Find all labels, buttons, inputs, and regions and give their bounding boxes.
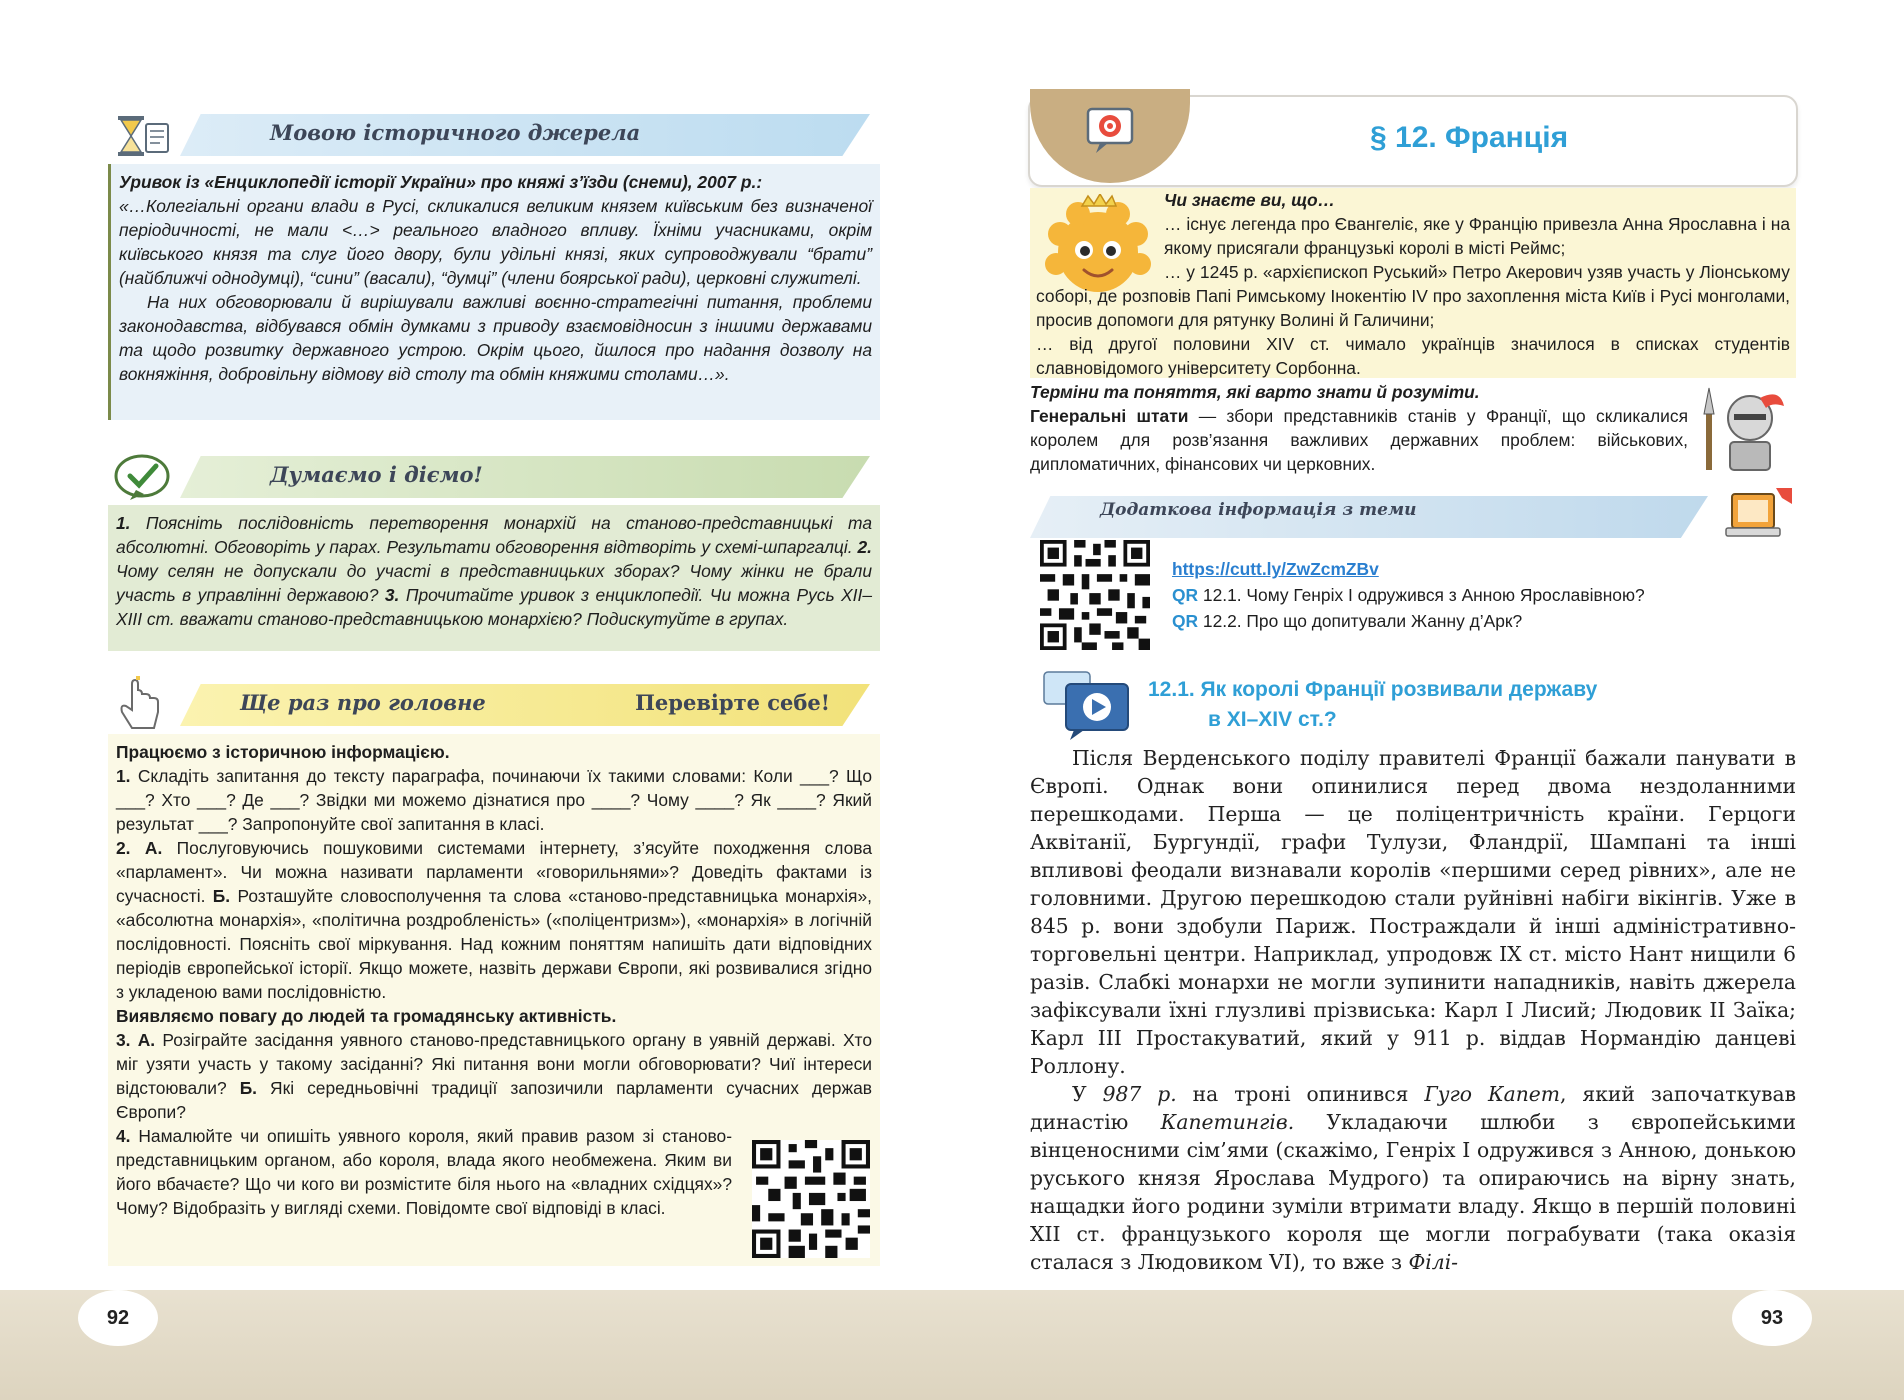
source-lead: Уривок із «Енциклопедії історії України» про княжі з’їзди (снеми), 2007 р.: xyxy=(119,172,763,192)
body-paragraph-1: Після Верденського поділу правителі Франції бажали панувати в Європі. Однак вони опинилися перед двома нездоланними перешкодами. Перша — це поліцентричність країни. Герцоги Аквітанії, Бургундії, графи Тулузи, Фландрії, Шампані та інші впливові феодали визнавали королів «першими серед рівних», але не головними. Другою перешкодою стали руйнівні набіги вікінгів. Уже в 845 р. вони здобули Париж. Постраждали й інші адміністративно-торговельні центри. Наприклад, упродовж IX ст. місто Нант нищили 6 разів. Слабкі монархи не могли зупинити нападників, навіть джерела зафіксували їхні глузливі прізвиська: Карл I Лисий; Людовик II Заїка; Карл III Простакуватий, який у 911 р. віддав Нормандію данцеві Роллону. xyxy=(1030,746,1796,1078)
subsection-heading-line-2: в XI–XIV ст.? xyxy=(1208,708,1337,731)
qr-question-text: 12.2. Про що допитували Жанну д’Арк? xyxy=(1198,611,1523,631)
task-number: 4. xyxy=(116,1126,131,1146)
checkmark-bubble-icon xyxy=(110,448,180,508)
review-section-header xyxy=(110,676,870,726)
qr-question-text: 12.1. Чому Генріх I одружився з Анною Ярославівною? xyxy=(1198,585,1645,605)
emphasis: 987 р. xyxy=(1102,1082,1177,1106)
task-text: Намалюйте чи опишіть уявного короля, який правив разом зі станово-представницьким органом, або короля, влада якого необмежена. Яким ви його вбачаєте? Що чи кого ви розмістите біля нього на «владних східцях»? Чому? Відобразіть у вигляді схеми. Повідомте свої відповіді в класі. xyxy=(116,1126,732,1218)
term-text: — збори представників станів у Франції, що скликалися королем для розв’язання важливих державних проблем: військових, дипломатичних, фінансових чи церковних. xyxy=(1030,406,1689,474)
source-excerpt-box xyxy=(108,164,880,420)
chapter-title: § 12. Франція xyxy=(1370,121,1569,154)
task-number: 1. xyxy=(116,513,131,533)
review-task-1 xyxy=(116,764,872,836)
think-section-header xyxy=(110,448,870,498)
review-task-3 xyxy=(116,1028,872,1124)
review-task-4 xyxy=(116,1124,732,1220)
laptop-info-icon xyxy=(1718,484,1798,550)
task-number: Б. xyxy=(239,1078,258,1098)
emphasis: Гуго Капет xyxy=(1424,1082,1561,1106)
chapter-title-card xyxy=(1028,95,1798,187)
task-number: 2. А. xyxy=(116,838,163,858)
task-number: Б. xyxy=(212,886,231,906)
think-tasks-box xyxy=(108,505,880,651)
text-run: Укладаючи шлюби з європейськими вінценосними сім’ями (скажімо, Генріх I одружився з Анною, донькою руського князя Ярослава Мудрого) та опираючись на вірну знать, нащадки його родини зуміли втримати владу. Якщо в першій половині XII ст. французького короля ще могли пограбувати (така оказія сталася з Людовиком VI), то вже з xyxy=(1030,1110,1796,1274)
did-you-know-box xyxy=(1030,188,1796,378)
resource-link[interactable]: https://cutt.ly/ZwZcmZBv xyxy=(1172,559,1379,579)
source-section-header xyxy=(110,106,870,156)
main-body-text xyxy=(1030,744,1796,1276)
subsection-heading-line-1: 12.1. Як королі Франції розвивали державу xyxy=(1148,678,1598,701)
task-text: Чому селян не допускали до участі в представницьких зборах? Чому жінки не брали участь в управлінні державою? xyxy=(116,561,872,605)
qr-code-icon[interactable] xyxy=(1040,540,1150,650)
term-name: Генеральні штати xyxy=(1030,406,1189,426)
extra-info-header xyxy=(1030,488,1798,538)
fact-1: … існує легенда про Євангеліє, яке у Францію привезла Анна Ярославна і на якому присягали французькі королі в місті Реймс; xyxy=(1164,214,1790,258)
review-section-title-right: Перевірте себе! xyxy=(635,690,830,715)
video-play-icon xyxy=(1040,668,1140,744)
task-number: 2. xyxy=(857,537,872,557)
emphasis: Філі- xyxy=(1408,1250,1459,1274)
task-text: Поясніть послідовність перетворення монархій на станово-представницькі та абсолютні. Обговоріть у парах. Результати обговорення відтворіть у схемі-шпаргалці. xyxy=(116,513,872,557)
did-you-know-title: Чи знаєте ви, що… xyxy=(1164,190,1335,210)
source-section-title: Мовою історичного джерела xyxy=(270,120,641,145)
extra-info-title: Додаткова інформація з теми xyxy=(1100,500,1417,520)
qr-question-1[interactable] xyxy=(1172,582,1645,608)
pointing-hand-icon xyxy=(110,676,180,736)
task-number: 3. А. xyxy=(116,1030,156,1050)
think-section-title: Думаємо і діємо! xyxy=(270,462,483,487)
qr-label: QR xyxy=(1172,611,1199,631)
task-text: Послуговуючись пошуковими системами інтернету, з’ясуйте походження слова «парламент». Чи можна називати парламенти «говорильнями»? Доведіть фактами із сучасності. xyxy=(116,838,872,906)
emphasis: Капетингів. xyxy=(1160,1110,1295,1134)
fact-3: … від другої половини XIV ст. чимало українців значилося в списках студентів славновідомого університету Сорбонна. xyxy=(1036,334,1790,378)
text-run: , який започаткував династію xyxy=(1030,1082,1797,1134)
subsection-heading xyxy=(1148,675,1597,735)
task-text: Розіграйте засідання уявного станово-представницького органу в уявній державі. Хто міг узяти участь у такому засіданні? Які питання вони могли обговорювати? Чиї інтереси відстоювали? xyxy=(116,1030,872,1098)
task-text: Розташуйте словосполучення та слова «станово-представницька монархія», «абсолютна монархія», «політична роздробленість» («поліцентризм»), «монархія» в логічній послідовності. Поясніть свої міркування. Над кожним поняттям напишіть дати відповідних періодів європейської історії. Якщо можете, назвіть держави Європи, які розвивалися згідно з укладеною вами послідовністю. xyxy=(116,886,872,1002)
terms-title: Терміни та поняття, які варто знати й розуміти. xyxy=(1030,382,1480,402)
review-task-2 xyxy=(116,836,872,1004)
review-subheading-2: Виявляємо повагу до людей та громадянську активність. xyxy=(116,1006,617,1026)
did-you-know-text xyxy=(1030,188,1796,380)
term-definition xyxy=(1030,404,1688,476)
source-paragraph-1: «…Колегіальні органи влади в Русі, скликалися великим князем київським без визначеної періодичності, не мали <…> реального владного впливу. Їхніми учасниками, окрім київського князя та слуг його двору, були удільні князі, яких супроводжували “брати” (найближчі однодумці), “сини” (васали), “думці” (члени боярської ради), церковні служителі. xyxy=(119,196,872,288)
task-text: Прочитайте уривок з енциклопедії. Чи можна Русь XII–XIII ст. вважати станово-представницькою монархією? Подискутуйте в групах. xyxy=(116,585,872,629)
task-number: 3. xyxy=(384,585,400,605)
think-tasks-text xyxy=(116,511,872,631)
page-number-right: 93 xyxy=(1732,1290,1812,1346)
qr-label: QR xyxy=(1172,585,1199,605)
page-number-left: 92 xyxy=(78,1290,158,1346)
task-text: Які середньовічні традиції запозичили парламенти сучасних держав Європи? xyxy=(116,1078,872,1122)
qr-question-2[interactable] xyxy=(1172,608,1645,634)
task-number: 1. xyxy=(116,766,131,786)
knight-icon xyxy=(1700,384,1792,474)
review-subheading-1: Працюємо з історичною інформацією. xyxy=(116,742,450,762)
target-screen-icon xyxy=(1078,101,1142,161)
body-paragraph-2 xyxy=(1030,1080,1796,1276)
task-text: Складіть запитання до тексту параграфа, починаючи їх такими словами: Коли ___? Що ___? Хто ___? Де ___? Звідки ми можемо дізнатися про ____? Чому ____? Як ____? Який результат ___? Запропонуйте свої запитання в класі. xyxy=(116,766,872,834)
terms-section xyxy=(1030,380,1796,476)
text-run: У xyxy=(1072,1082,1103,1106)
qr-code-icon[interactable] xyxy=(752,1140,870,1258)
text-run: на троні опинився xyxy=(1176,1082,1425,1106)
source-paragraph-2: На них обговорювали й вирішували важливі воєнно-стратегічні питання, проблеми законодавства, відбувався обмін думками з приводу взаємовідносин з іншими державами та щодо розвитку державного устрою. Окрім цього, йшлося про надання дозволу на вокняжіння, добровільну відмову від столу та обмін княжими столами…». xyxy=(119,292,872,384)
hourglass-icon xyxy=(110,106,180,166)
review-section-title: Ще раз про головне xyxy=(240,690,486,715)
fact-2: … у 1245 р. «архієпископ Руський» Петро Акерович узяв участь у Ліонському соборі, де розповів Папі Римському Інокентію IV про захоплення міста Київ і Русі монголами, просив допомоги для рятунку Волині й Галичини; xyxy=(1036,262,1790,330)
extra-links xyxy=(1172,556,1645,634)
